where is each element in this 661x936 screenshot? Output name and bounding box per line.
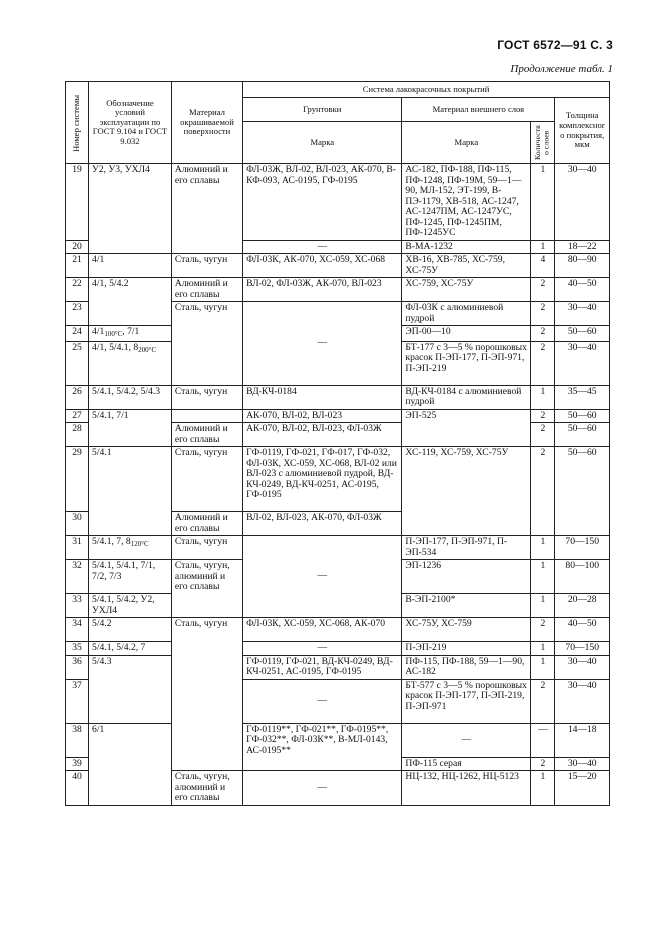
row-number: 38: [66, 723, 89, 757]
coating-systems-table: [65, 81, 610, 806]
row-material: Сталь, чугун, алюминий и его сплавы: [171, 771, 242, 806]
row-primer: ФЛ-03Ж, ВЛ-02, ВЛ-023, АК-070, В-КФ-093, АС-0195, ГФ-0195: [243, 164, 402, 241]
row-number: 39: [66, 757, 89, 771]
row-top-layer: ЭП-525: [402, 409, 531, 447]
row-conditions: 4/1, 5/4.2: [89, 278, 172, 326]
row-number: 31: [66, 536, 89, 560]
row-number: 33: [66, 594, 89, 618]
row-layers: 1: [531, 642, 555, 656]
row-number: 19: [66, 164, 89, 241]
row-thickness: 30—40: [555, 679, 610, 723]
table-row: [66, 536, 610, 560]
row-number: 28: [66, 423, 89, 447]
row-layers: 1: [531, 560, 555, 594]
row-thickness: 80—100: [555, 560, 610, 594]
row-layers: 2: [531, 302, 555, 326]
table-row: [66, 618, 610, 642]
row-primer: —: [243, 679, 402, 723]
row-layers: 1: [531, 655, 555, 679]
row-conditions: У2, У3, УХЛ4: [89, 164, 172, 254]
table-row: [66, 385, 610, 409]
row-top-layer: ХВ-16, ХВ-785, ХС-759, ХС-75У: [402, 254, 531, 278]
row-layers: 2: [531, 278, 555, 302]
row-top-layer: БТ-177 с 3—5 % порошковых красок П-ЭП-177, П-ЭП-971, П-ЭП-219: [402, 341, 531, 385]
row-conditions: 5/4.1, 5/4.2, 7: [89, 642, 172, 656]
row-primer: АК-070, ВЛ-02, ВЛ-023, ФЛ-03Ж: [243, 423, 402, 447]
row-number: 37: [66, 679, 89, 723]
row-conditions: 5/4.1: [89, 447, 172, 536]
row-top-layer: БТ-577 с 3—5 % порошковых красок П-ЭП-177, П-ЭП-219, П-ЭП-971: [402, 679, 531, 723]
table-row: [66, 642, 610, 656]
row-top-layer: В-ЭП-2100*: [402, 594, 531, 618]
row-thickness: 30—40: [555, 655, 610, 679]
continuation-label: Продолжение табл. 1: [510, 63, 613, 75]
row-material: Сталь, чугун: [171, 302, 242, 386]
row-thickness: 30—40: [555, 302, 610, 326]
row-layers: 2: [531, 341, 555, 385]
row-conditions: 4/1: [89, 254, 172, 278]
row-primer: ГФ-0119, ГФ-021, ВД-КЧ-0249, ВД-КЧ-0251, АС-0195, ГФ-0195: [243, 655, 402, 679]
table-row: [66, 447, 610, 512]
row-top-layer: АС-182, ПФ-188, ПФ-115, ПФ-1248, ПФ-19М, 59—1—90, МЛ-152, ЭТ-199, В-ПЭ-1179, ХВ-518, АС-1247, АС-1247ПМ, АС-1247УС, ПФ-1245, ПФ-1245ПМ, ПФ-1245УС: [402, 164, 531, 241]
row-material: Алюминий и его сплавы: [171, 512, 242, 536]
table-row: [66, 409, 610, 423]
row-conditions: 6/1: [89, 723, 172, 805]
row-number: 30: [66, 512, 89, 536]
row-number: 20: [66, 240, 89, 254]
row-material: Алюминий и его сплавы: [171, 423, 242, 447]
row-primer: —: [243, 302, 402, 386]
row-thickness: 15—20: [555, 771, 610, 806]
row-material: Сталь, чугун: [171, 536, 242, 560]
row-top-layer: —: [402, 723, 531, 757]
row-layers: 2: [531, 679, 555, 723]
row-conditions: 5/4.2: [89, 618, 172, 642]
row-top-layer: ЭП-00—10: [402, 326, 531, 342]
row-conditions: 5/4.1, 5/4.1, 7/1, 7/2, 7/3: [89, 560, 172, 594]
table-row: [66, 254, 610, 278]
row-top-layer: ВД-КЧ-0184 с алюминиевой пудрой: [402, 385, 531, 409]
row-conditions: 5/4.1, 5/4.2, 5/4.3: [89, 385, 172, 409]
row-thickness: 30—40: [555, 164, 610, 241]
row-primer: —: [243, 240, 402, 254]
row-layers: 1: [531, 594, 555, 618]
row-thickness: 40—50: [555, 278, 610, 302]
row-primer: ВЛ-02, ФЛ-03Ж, АК-070, ВЛ-023: [243, 278, 402, 302]
row-number: 40: [66, 771, 89, 806]
row-number: 22: [66, 278, 89, 302]
row-number: 25: [66, 341, 89, 385]
row-top-layer: ХС-119, ХС-759, ХС-75У: [402, 447, 531, 536]
row-top-layer: ЭП-1236: [402, 560, 531, 594]
row-thickness: 50—60: [555, 423, 610, 447]
row-material: [171, 409, 242, 423]
row-thickness: 50—60: [555, 326, 610, 342]
row-thickness: 70—150: [555, 536, 610, 560]
row-primer: ГФ-0119**, ГФ-021**, ГФ-0195**, ГФ-032**, ФЛ-03К**, В-МЛ-0143, АС-0195**: [243, 723, 402, 771]
header-grade-top: Марка: [402, 122, 531, 164]
standard-header: ГОСТ 6572—91 С. 3: [497, 38, 613, 52]
row-number: 21: [66, 254, 89, 278]
row-number: 29: [66, 447, 89, 512]
table-row: [66, 723, 610, 757]
row-primer: ФЛ-03К, ХС-059, ХС-068, АК-070: [243, 618, 402, 642]
row-thickness: 40—50: [555, 618, 610, 642]
row-thickness: 50—60: [555, 447, 610, 536]
row-thickness: 70—150: [555, 642, 610, 656]
row-conditions: 5/4.3: [89, 655, 172, 723]
row-layers: 4: [531, 254, 555, 278]
row-primer: ВЛ-02, ВЛ-023, АК-070, ФЛ-03Ж: [243, 512, 402, 536]
row-number: 36: [66, 655, 89, 679]
row-layers: 2: [531, 326, 555, 342]
header-thickness: Толщина комплексного покрытия, мкм: [555, 98, 610, 164]
row-number: 35: [66, 642, 89, 656]
row-primer: —: [243, 642, 402, 656]
header-primers: Грунтовки: [243, 98, 402, 122]
row-layers: 1: [531, 164, 555, 241]
header-system-no: Номер системы: [66, 82, 89, 164]
row-primer: ВД-КЧ-0184: [243, 385, 402, 409]
row-top-layer: П-ЭП-177, П-ЭП-971, П-ЭП-534: [402, 536, 531, 560]
header-layers: Количество слоев: [531, 122, 555, 164]
table-row: [66, 278, 610, 302]
row-conditions: 4/1, 5/4.1, $8_{200^\circ С}$: [89, 341, 172, 385]
row-primer: ФЛ-03К, АК-070, ХС-059, ХС-068: [243, 254, 402, 278]
row-thickness: 14—18: [555, 723, 610, 757]
row-number: 26: [66, 385, 89, 409]
row-conditions: 5/4.1, 5/4.2, У2, УХЛ4: [89, 594, 172, 618]
row-number: 34: [66, 618, 89, 642]
row-conditions: $4/1_{100^\circ С}$, 7/1: [89, 326, 172, 342]
header-top-layer: Материал внешнего слоя: [402, 98, 555, 122]
table-row: [66, 655, 610, 679]
row-layers: 1: [531, 240, 555, 254]
row-number: 24: [66, 326, 89, 342]
row-top-layer: ФЛ-03К с алюминиевой пудрой: [402, 302, 531, 326]
row-material: Сталь, чугун: [171, 254, 242, 278]
header-grade: Марка: [243, 122, 402, 164]
row-primer: —: [243, 771, 402, 806]
row-thickness: 30—40: [555, 757, 610, 771]
row-layers: —: [531, 723, 555, 757]
row-layers: 1: [531, 771, 555, 806]
row-layers: 2: [531, 447, 555, 536]
row-number: 27: [66, 409, 89, 423]
row-primer: —: [243, 536, 402, 618]
row-conditions: 5/4.1, 7/1: [89, 409, 172, 447]
row-layers: 1: [531, 536, 555, 560]
row-material: Сталь, чугун, алюминий и его сплавы: [171, 560, 242, 618]
row-material: Сталь, чугун: [171, 385, 242, 409]
row-top-layer: НЦ-132, НЦ-1262, НЦ-5123: [402, 771, 531, 806]
row-top-layer: П-ЭП-219: [402, 642, 531, 656]
row-layers: 2: [531, 423, 555, 447]
row-layers: 2: [531, 757, 555, 771]
row-thickness: 30—40: [555, 341, 610, 385]
row-number: 23: [66, 302, 89, 326]
row-primer: ГФ-0119, ГФ-021, ГФ-017, ГФ-032, ФЛ-03К, ХС-059, ХС-068, ВЛ-02 или ВЛ-023 с алюминиевой пудрой, ВД-КЧ-0249, ВД-КЧ-0251, АС-0195, ГФ-0195: [243, 447, 402, 512]
row-layers: 1: [531, 385, 555, 409]
row-top-layer: ХС-759, ХС-75У: [402, 278, 531, 302]
row-top-layer: ПФ-115 серая: [402, 757, 531, 771]
row-thickness: 18—22: [555, 240, 610, 254]
row-top-layer: ХС-75У, ХС-759: [402, 618, 531, 642]
row-thickness: 50—60: [555, 409, 610, 423]
row-layers: 2: [531, 409, 555, 423]
header-conditions: Обозначение условий эксплуатации по ГОСТ 9.104 и ГОСТ 9.032: [89, 82, 172, 164]
header-material: Материал окрашиваемой поверхности: [171, 82, 242, 164]
row-material: Алюминий и его сплавы: [171, 164, 242, 254]
table-row: [66, 164, 610, 241]
row-layers: 2: [531, 618, 555, 642]
row-thickness: 35—45: [555, 385, 610, 409]
row-thickness: 20—28: [555, 594, 610, 618]
row-thickness: 80—90: [555, 254, 610, 278]
row-material: Сталь, чугун: [171, 447, 242, 512]
row-material: Сталь, чугун: [171, 618, 242, 771]
header-coating-system: Система лакокрасочных покрытий: [243, 82, 610, 98]
row-top-layer: В-МА-1232: [402, 240, 531, 254]
row-number: 32: [66, 560, 89, 594]
row-top-layer: ПФ-115, ПФ-188, 59—1—90, АС-182: [402, 655, 531, 679]
row-material: Алюминий и его сплавы: [171, 278, 242, 302]
row-conditions: 5/4.1, 7, $8_{120^\circ С}$: [89, 536, 172, 560]
row-primer: АК-070, ВЛ-02, ВЛ-023: [243, 409, 402, 423]
